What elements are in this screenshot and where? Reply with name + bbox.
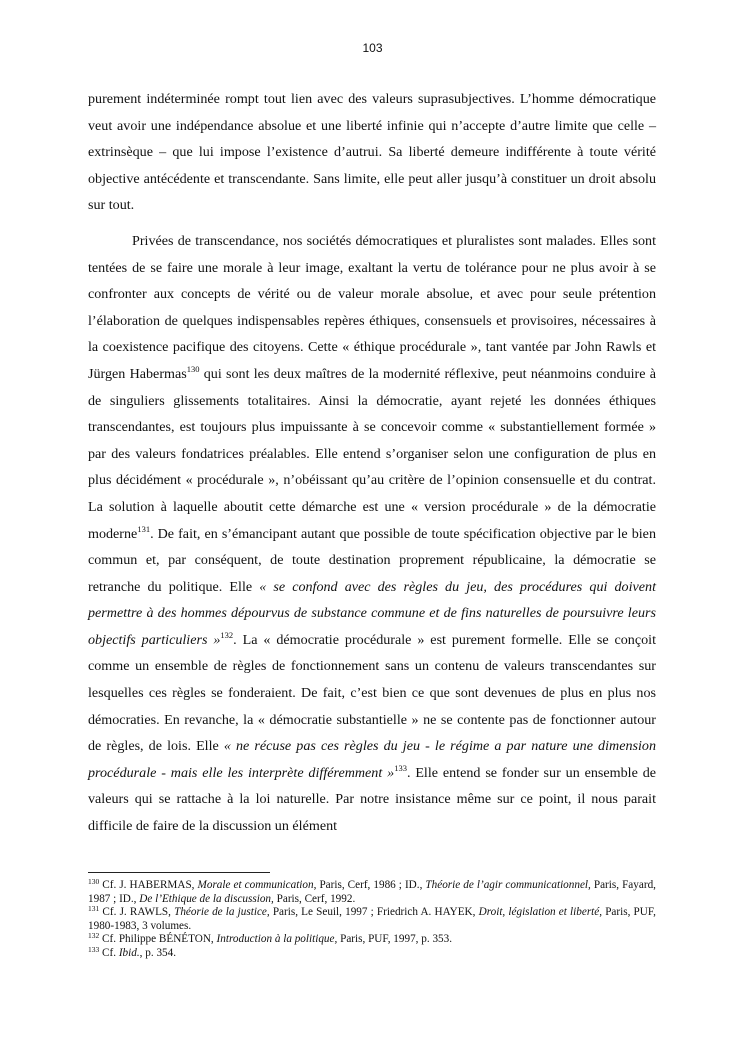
footnote-title: Ibid.	[118, 946, 140, 959]
footnote-title: De l’Ethique de la discussion,	[139, 892, 274, 905]
paragraph-2	[88, 228, 656, 840]
footnote-ref-131[interactable]: 131	[137, 523, 151, 534]
footnote-title: Droit, législation et liberté,	[478, 906, 603, 919]
footnote-text: Paris, Cerf, 1992.	[273, 892, 356, 905]
footnote-ref-132[interactable]: 132	[220, 629, 234, 640]
quotation-ibid: « ne récuse pas ces règles du jeu - le régime a par nature une dimension procédurale - mais elle les interprète différemment »	[88, 738, 656, 781]
quotation-benetons: « se confond avec des règles du jeu, des procédures qui doivent permettre à des hommes dépourvus de substance commune et de fins naturelles de poursuivre leurs objectifs particuliers »	[88, 578, 656, 648]
footnote-ref-130[interactable]: 130	[186, 363, 200, 374]
footnote-132	[88, 933, 656, 947]
footnote-title: Morale et communication	[197, 879, 314, 891]
footnote-text: , Paris, Cerf, 1986 ; ID.,	[313, 879, 426, 891]
footnote-separator	[88, 872, 270, 873]
footnote-133	[88, 944, 656, 961]
paragraph-2-text: Privées de transcendance, nos sociétés démocratiques et pluralistes sont malades. Elles sont tentées de se faire une morale à leur image, exaltant la vertu de tolérance pour ne plus avoir à se confronter aux concepts de vérité ou de valeur morale absolue, et avec pour seule prétention l’élaboration de quelques indispensables repères éthiques, consensuels et provisoires, nécessaires à la coexistence pacifique des citoyens. Cette « éthique procédurale », tant vantée par John Rawls et Jürgen Habermas	[88, 232, 656, 382]
footnote-text: Paris, Fayard, 1987 ; ID.,	[88, 879, 656, 905]
footnote-text: Cf. J. HABERMAS,	[99, 879, 198, 891]
page-number: 103	[362, 41, 383, 55]
footnote-text: Paris, PUF, 1997, p. 353.	[337, 933, 453, 946]
footnotes	[88, 879, 656, 961]
footnote-number: 131	[88, 904, 100, 914]
paragraph-2-text: . De fait, en s’émancipant autant que possible de toute spécification objective par le bien commun et, par conséquent, de toute destination proprement républicaine, la démocratie se retranche du politique. Elle	[88, 525, 656, 595]
footnote-text: Cf. Philippe BÉNÉTON,	[99, 933, 217, 946]
footnote-title: Théorie de la justice,	[174, 906, 270, 919]
paragraph-2-text: . Elle entend se fonder sur un ensemble de valeurs qui se rattache à la loi naturelle. Par notre insistance même sur ce point, il nous parait difficile de faire de la discussion un élément	[88, 764, 656, 835]
footnote-131	[88, 906, 656, 933]
footnote-number: 130	[88, 877, 100, 886]
paragraph-1: purement indéterminée rompt tout lien avec des valeurs suprasubjectives. L’homme démocratique veut avoir une indépendance absolue et une liberté infinie qui n’accepte d’autre limite que celle – extrinsèque – que lui impose l’existence d’autrui. Sa liberté demeure indifférente à toute vérité objective antécédente et transcendante. Sans limite, elle peut aller jusqu’à constituer un droit absolu sur tout.	[88, 91, 656, 214]
footnote-text: Cf.	[99, 946, 119, 959]
footnote-130	[88, 879, 656, 906]
footnote-text: Paris, Le Seuil, 1997 ; Friedrich A. HAYEK,	[269, 906, 479, 919]
footnote-title: Introduction à la politique,	[216, 933, 338, 946]
footnote-number: 132	[88, 931, 100, 941]
footnote-text: , p. 354.	[139, 946, 177, 959]
footnote-ref-133[interactable]: 133	[394, 762, 407, 773]
footnote-text: Paris, PUF, 1980-1983, 3 volumes.	[88, 906, 656, 932]
body-text	[88, 86, 656, 840]
paragraph-2-text: . La « démocratie procédurale » est purement formelle. Elle se conçoit comme un ensemble de règles de fonctionnement sans un contenu de valeurs transcendantes sur lesquelles ces règles se fonderaient. De fait, c’est bien ce que sont devenues de plus en plus nos démocraties. En revanche, la « démocratie substantielle » ne se contente pas de fonctionner autour de règles, de lois. Elle	[88, 631, 656, 755]
footnote-title: Théorie de l’agir communicationnel,	[425, 879, 591, 891]
paragraph-2-text: qui sont les deux maîtres de la modernité réflexive, peut néanmoins conduire à de singuliers glissements totalitaires. Ainsi la démocratie, ayant rejeté les données éthiques transcendantes, est toujours plus impuissante à se concevoir comme « substantiellement formée » par des valeurs fondatrices préalables. Elle entend s’organiser selon une configuration de plus en plus décidément « procédurale », n’obéissant qu’au critère de l’opinion consensuelle et du contrat. La solution à laquelle aboutit cette démarche est une « version procédurale » de la démocratie moderne	[88, 365, 656, 542]
footnote-number: 133	[88, 944, 100, 954]
footnote-text: Cf. J. RAWLS,	[99, 906, 175, 919]
